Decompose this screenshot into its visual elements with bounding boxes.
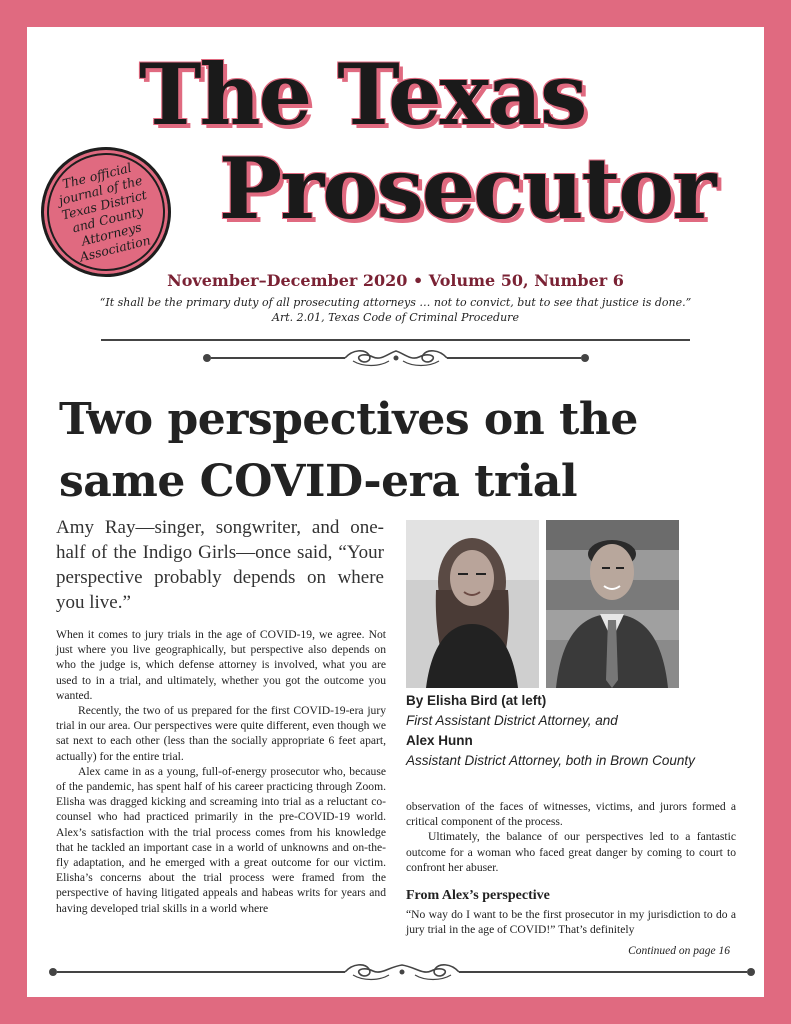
association-seal	[27, 133, 185, 291]
right-paragraph-1: observation of the faces of witnesses, victims, and jurors formed a critical component of the process.	[406, 800, 736, 829]
masthead-title-line-1: The Texas	[139, 45, 586, 144]
left-paragraph-2: Recently, the two of us prepared for the first COVID-19-era jury trial in our area. Our perspectives were quite different, even though we sat next to each other (less than the socially appropriate 6 feet apart, actually) for the entire trial.	[56, 704, 386, 763]
byline-role-2: Assistant District Attorney, both in Brown County	[406, 753, 695, 768]
subhead-paragraph: “No way do I want to be the first prosecutor in my jurisdiction to do a jury trial in the age of COVID!” That’s definitely	[406, 908, 736, 937]
byline	[406, 691, 726, 771]
bottom-ornamental-divider	[49, 959, 755, 985]
issue-line: November–December 2020 • Volume 50, Number 6	[167, 271, 624, 290]
left-paragraph-1: When it comes to jury trials in the age of COVID-19, we agree. Not just where you live geographically, but perspective also depends on who the judge is, which defense attorney is involved, what you are used to in a trial, and ultimately, whether you got the outcome you wanted.	[56, 628, 386, 702]
byline-role-1: First Assistant District Attorney, and	[406, 713, 618, 728]
ornamental-divider	[203, 345, 589, 371]
left-column-body	[56, 627, 386, 916]
seal-text: The official journal of the Texas District and County Attorneys Association	[57, 159, 153, 265]
continued-link[interactable]: Continued on page 16	[628, 945, 730, 957]
masthead-title-line-2: Prosecutor	[219, 139, 715, 238]
section-subhead: From Alex’s perspective	[406, 888, 550, 903]
author-photos	[406, 520, 676, 688]
newsletter-cover	[27, 27, 764, 997]
author-photo-elisha-bird	[406, 520, 539, 688]
motto-source: Art. 2.01, Texas Code of Criminal Procedure	[272, 311, 519, 324]
byline-name-1: By Elisha Bird (at left)	[406, 693, 547, 708]
motto	[27, 295, 764, 325]
article-headline: Two perspectives on the same COVID-era trial	[59, 394, 638, 507]
article-lede: Amy Ray—singer, songwriter, and one-half of the Indigo Girls—once said, “Your perspective probably depends on where you live.”	[56, 517, 384, 613]
subhead-body	[406, 907, 736, 937]
right-paragraph-2: Ultimately, the balance of our perspectives led to a fantastic outcome for a woman who faced great danger by coming to court to confront her abuser.	[406, 830, 736, 874]
byline-name-2: Alex Hunn	[406, 733, 473, 748]
right-column-body	[406, 799, 736, 875]
motto-quote: “It shall be the primary duty of all prosecuting attorneys … not to convict, but to see that justice is done.”	[99, 296, 692, 309]
author-photo-alex-hunn	[546, 520, 679, 688]
left-paragraph-3: Alex came in as a young, full-of-energy prosecutor who, because of the pandemic, has spent half of his career practicing through Zoom. Elisha was dragged kicking and screaming into trial as a reluctant co-counsel who had practiced primarily in the pre-COVID-19 world. Alex’s satisfaction with the trial process comes from his knowledge that he tackled an important case in a world of unknowns and on-the-fly adaptation, and he emerged with a great outcome for our victim. Elisha’s concerns about the trial process were framed from the perspective of having litigated appeals and habeas writs for years and having developed trial skills in a world where	[56, 764, 386, 915]
masthead-rule	[101, 339, 690, 341]
